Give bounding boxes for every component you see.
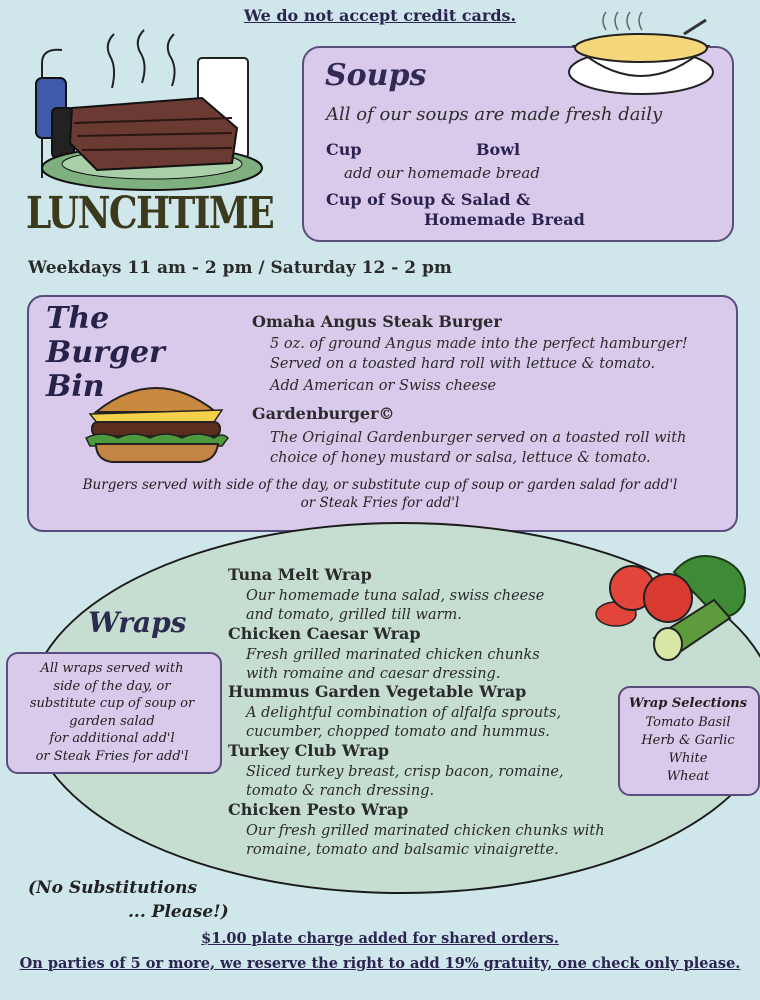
gardenburger-desc2: choice of honey mustard or salsa, lettuce & tomato. [270, 450, 651, 466]
wrap-selection-item: Herb & Garlic [641, 733, 735, 748]
omaha-burger-desc2: Served on a toasted hard roll with lettuce & tomato. [270, 356, 656, 372]
wraps-note-line: or Steak Fries for add'l [35, 748, 189, 764]
wrap-item-title: Chicken Caesar Wrap [228, 624, 421, 643]
soups-title: Soups [325, 58, 427, 93]
vegetables-illustration [594, 552, 750, 662]
wrap-selections-title: Wrap Selections [628, 696, 748, 711]
lunchtime-logo-text: LUNCHTIME [26, 188, 274, 239]
wrap-item-title: Tuna Melt Wrap [228, 565, 372, 584]
wrap-selection-item: Tomato Basil [645, 715, 731, 730]
no-substitutions-note [28, 876, 229, 924]
wrap-item-title: Chicken Pesto Wrap [228, 800, 409, 819]
wrap-item-desc: Our homemade tuna salad, swiss cheese [246, 588, 545, 604]
wraps-note-line: garden salad [69, 713, 155, 729]
wraps-note-line: side of the day, or [53, 678, 171, 694]
gratuity-notice: On parties of 5 or more, we reserve the right to add 19% gratuity, one check only please. [19, 955, 741, 972]
burger-title-line1: The [46, 301, 110, 336]
omaha-burger-desc1: 5 oz. of ground Angus made into the perfect hamburger! [270, 336, 688, 352]
wrap-item-desc: Our fresh grilled marinated chicken chunks with [246, 823, 605, 839]
wraps-note-line: All wraps served with [40, 661, 184, 676]
wrap-item-desc: A delightful combination of alfalfa sprouts, [246, 705, 562, 721]
wrap-item-desc: with romaine and caesar dressing. [246, 666, 501, 682]
wrap-item-title: Turkey Club Wrap [228, 741, 390, 760]
no-credit-cards-notice: We do not accept credit cards. [243, 6, 517, 25]
wrap-selection-item: White [668, 751, 708, 766]
wrap-item-title: Hummus Garden Vegetable Wrap [228, 682, 527, 701]
omaha-burger-title: Omaha Angus Steak Burger [252, 312, 502, 331]
gardenburger-title: Gardenburger© [252, 404, 395, 423]
opening-hours: Weekdays 11 am - 2 pm / Saturday 12 - 2 pm [28, 258, 452, 278]
wrap-item-desc: tomato & ranch dressing. [246, 783, 435, 799]
wraps-note-line: substitute cup of soup or [29, 696, 195, 711]
soup-bowl-icon [566, 6, 716, 100]
wraps-note-line: for additional add'l [49, 731, 175, 746]
bowl-label: Bowl [476, 140, 521, 159]
wraps-title: Wraps [88, 606, 187, 639]
wrap-item-desc: Fresh grilled marinated chicken chunks [246, 647, 540, 663]
hamburger-illustration [82, 372, 230, 464]
soups-subtitle: All of our soups are made fresh daily [326, 104, 663, 125]
wrap-item-desc: and tomato, grilled till warm. [246, 607, 462, 623]
burger-note-line2: or Steak Fries for add'l [300, 495, 460, 511]
wrap-selection-item: Wheat [666, 769, 710, 784]
no-subs-line1: (No Substitutions [28, 878, 198, 898]
plate-charge-notice: $1.00 plate charge added for shared orders. [201, 930, 559, 947]
wrap-item-desc: romaine, tomato and balsamic vinaigrette. [246, 842, 559, 858]
cup-label: Cup [326, 140, 362, 159]
burger-title-line2: Burger [46, 335, 165, 370]
burger-side-note [40, 476, 720, 512]
gardenburger-desc1: The Original Gardenburger served on a toasted roll with [270, 430, 687, 446]
soup-combo-line1: Cup of Soup & Salad & [326, 190, 531, 209]
omaha-burger-desc3: Add American or Swiss cheese [270, 378, 497, 394]
no-subs-line2: ... Please!) [128, 902, 229, 922]
wraps-side-note [8, 660, 216, 765]
burger-note-line1: Burgers served with side of the day, or substitute cup of soup or garden salad for add'l [82, 477, 678, 493]
bread-note: add our homemade bread [344, 164, 540, 182]
wrap-item-desc: cucumber, chopped tomato and hummus. [246, 724, 550, 740]
wrap-item-desc: Sliced turkey breast, crisp bacon, romaine, [246, 764, 564, 780]
soup-combo-line2: Homemade Bread [424, 210, 585, 229]
burger-title-line3: Bin [46, 369, 105, 404]
